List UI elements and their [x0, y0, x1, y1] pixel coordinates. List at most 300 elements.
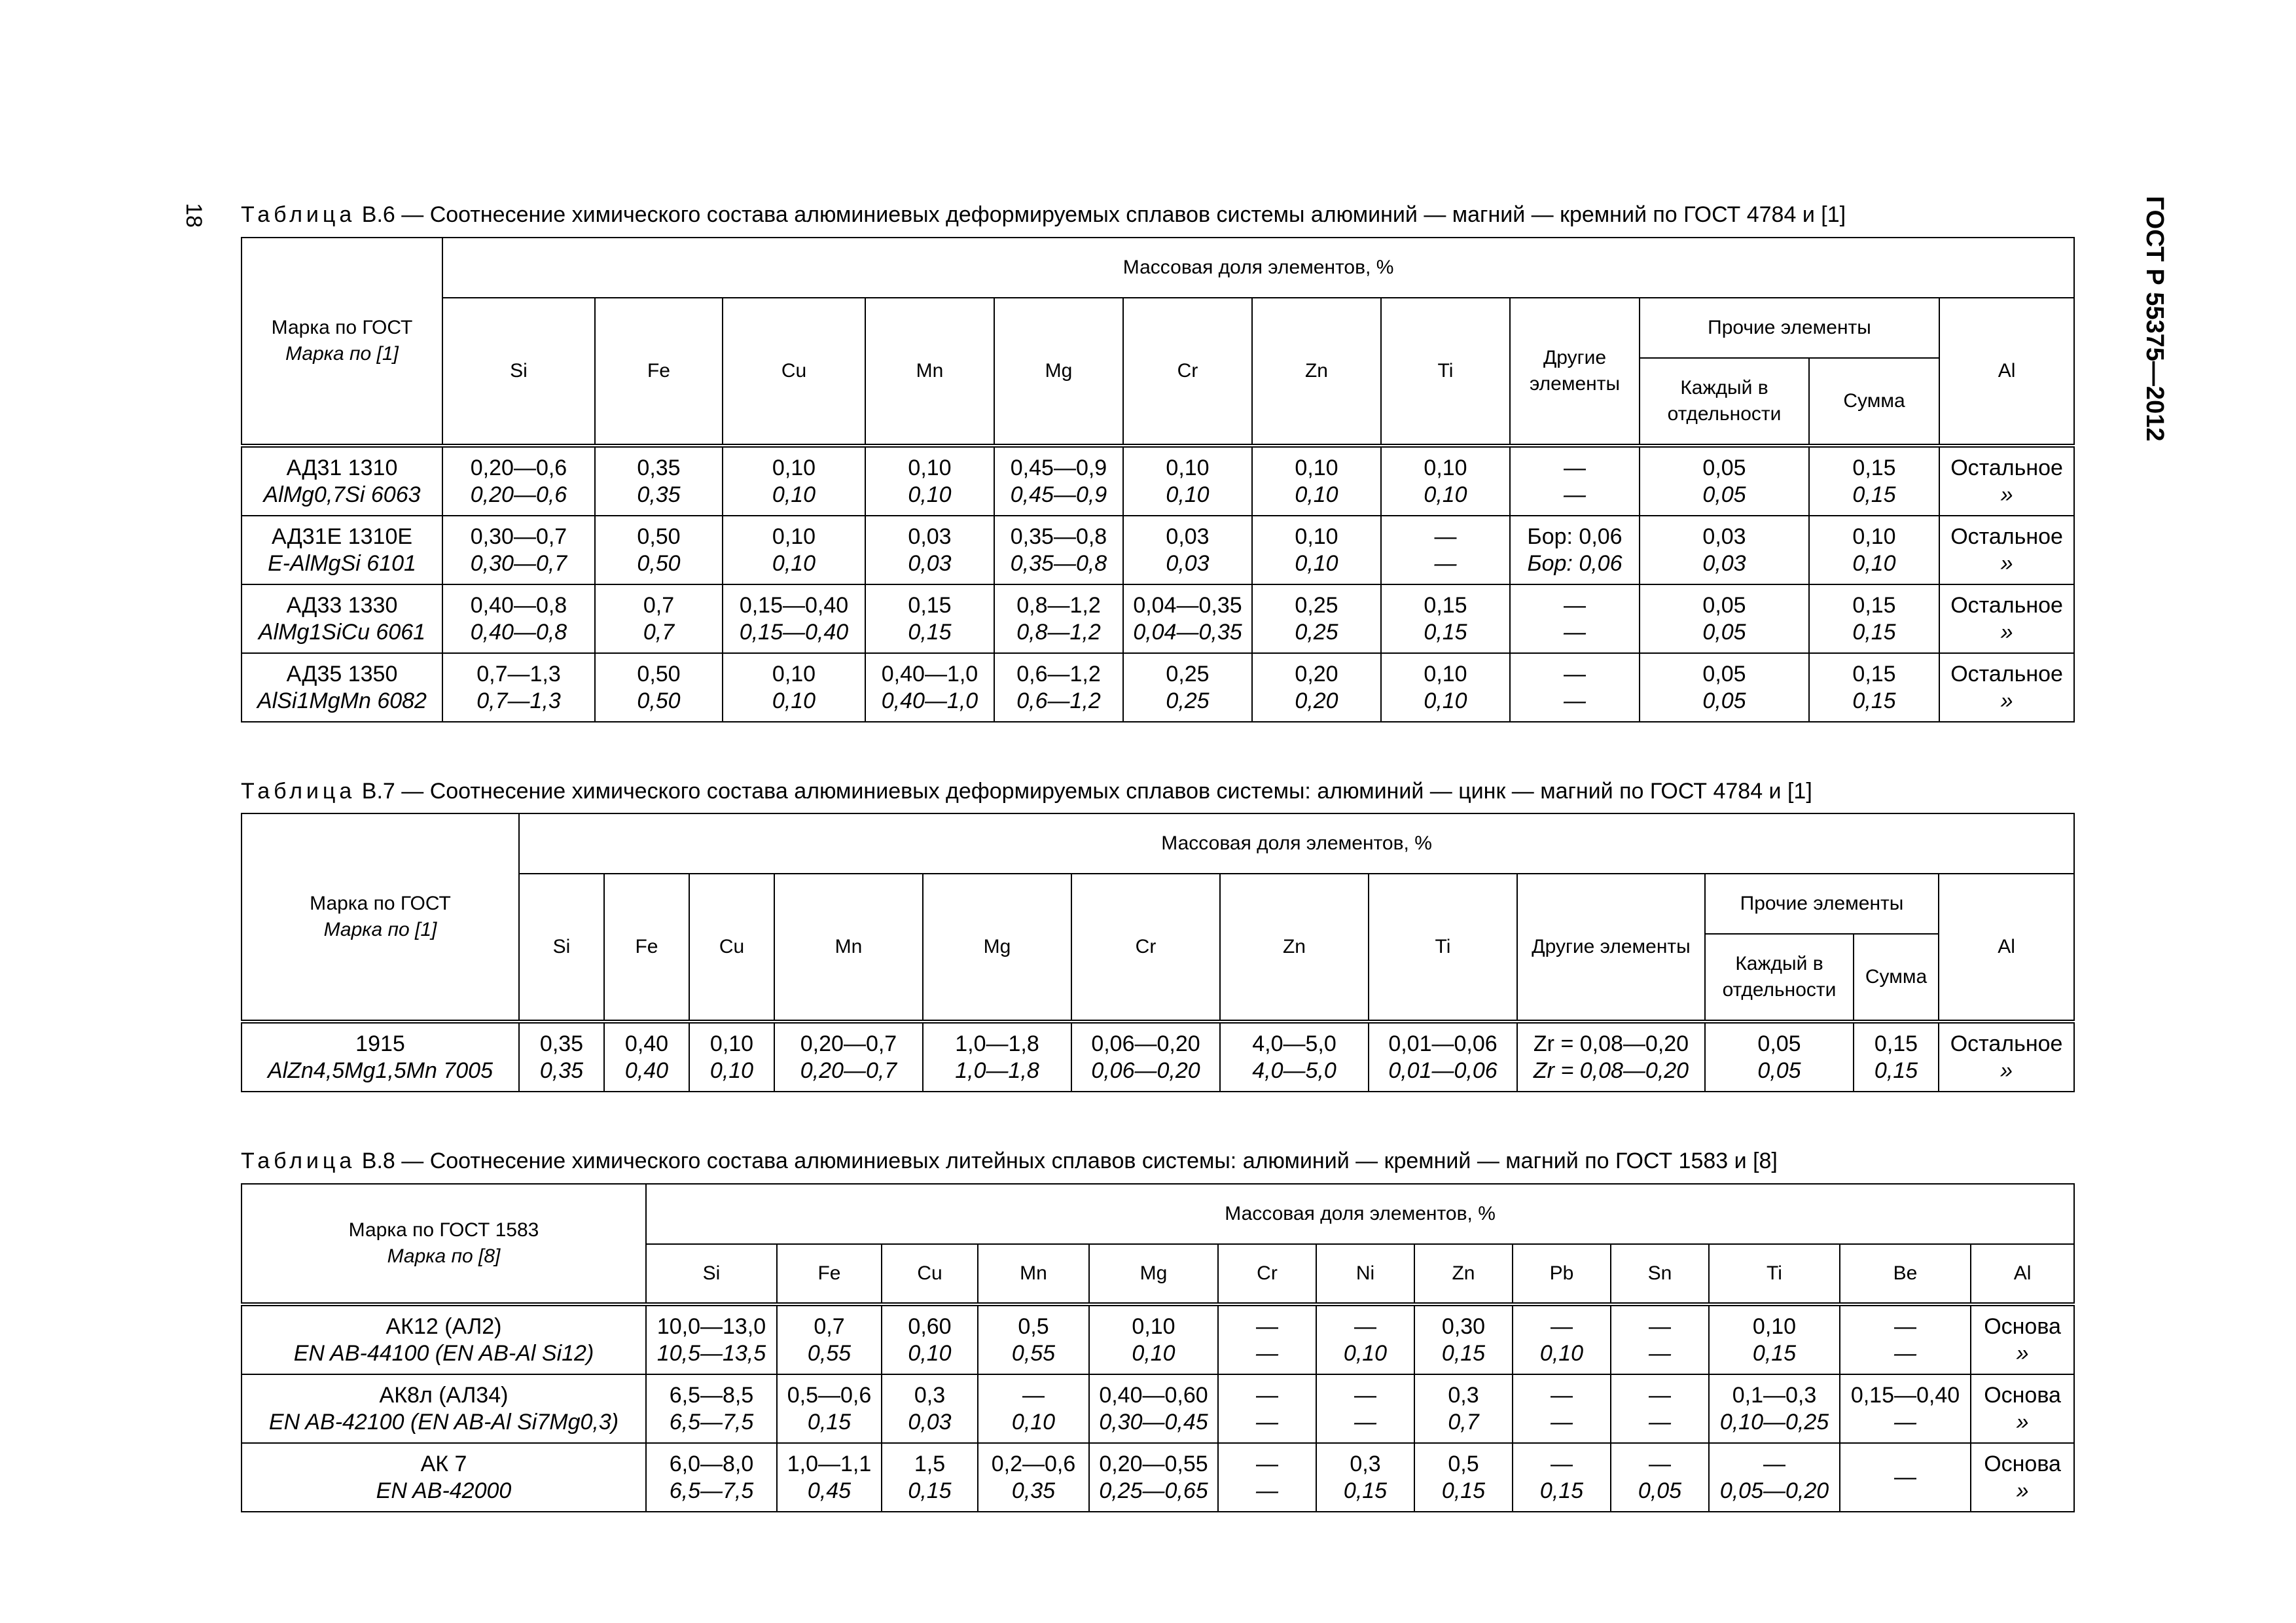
value-ref: —: [1649, 1340, 1671, 1366]
cell-mg: [994, 446, 1123, 516]
cell-grade: [242, 1022, 519, 1092]
value-gost: 0,5: [1448, 1451, 1479, 1476]
value-gost: 0,15: [908, 592, 952, 618]
header-zn: Zn: [1220, 874, 1369, 1022]
header-grade-gost: Марка по ГОСТ 1583: [348, 1219, 539, 1241]
cell-mg: [1089, 1374, 1218, 1443]
cell-al: [1939, 584, 2074, 653]
value-gost: 0,60: [908, 1313, 952, 1339]
header-misc-elements: Прочие элементы: [1640, 298, 1939, 358]
value-ref: —: [1649, 1409, 1671, 1435]
header-mn: Mn: [774, 874, 923, 1022]
value-gost: 0,06—0,20: [1091, 1031, 1200, 1056]
value-gost: 0,10: [772, 455, 816, 480]
value-gost: 0,05: [1757, 1031, 1801, 1056]
value-ref: 0,10—0,25: [1719, 1409, 1829, 1435]
header-grade: [242, 813, 519, 1022]
cell-other: [1510, 516, 1640, 584]
value-gost: 0,40—0,60: [1099, 1382, 1208, 1408]
header-each-text: Каждый в отдельности: [1722, 953, 1837, 1001]
cell-each: [1640, 584, 1809, 653]
value-ref: 0,10: [772, 688, 816, 713]
value-ref: 0,15: [1539, 1478, 1584, 1503]
header-pb: Pb: [1513, 1244, 1611, 1304]
cell-grade: [242, 1443, 646, 1512]
value-gost: —: [1564, 592, 1586, 618]
cell-each: [1640, 446, 1809, 516]
value-gost: 0,10: [1852, 524, 1896, 549]
cell-mg: [994, 516, 1123, 584]
value-ref: »: [2000, 1058, 2013, 1083]
cell-grade-gost: 1915: [355, 1031, 405, 1056]
cell-sum: [1809, 446, 1939, 516]
cell-grade-ref: AlSi1MgMn 6082: [257, 688, 427, 713]
value-ref: 0,06—0,20: [1091, 1058, 1200, 1083]
value-ref: 0,15: [1441, 1340, 1486, 1366]
value-gost: 0,40—0,8: [470, 592, 567, 618]
table-row: [242, 584, 2074, 653]
cell-grade-ref: AlZn4,5Mg1,5Mn 7005: [268, 1058, 493, 1083]
cell-cr: [1123, 446, 1252, 516]
table-title: В.8 — Соотнесение химического состава алюминиевых литейных сплавов системы: алюминий — кремний — магний по ГОСТ 1583 и [8]: [361, 1149, 1778, 1173]
table-label: Таблица: [241, 1149, 356, 1173]
value-ref: —: [1256, 1478, 1278, 1503]
value-gost: —: [1022, 1382, 1045, 1408]
cell-ti: [1381, 584, 1510, 653]
header-mg: Mg: [1089, 1244, 1218, 1304]
cell-ti: [1381, 516, 1510, 584]
value-gost: 0,10: [1295, 524, 1338, 549]
value-gost: —: [1649, 1382, 1671, 1408]
table-b8: [241, 1183, 2075, 1512]
value-ref: »: [2000, 619, 2013, 645]
value-ref: 0,10: [1011, 1409, 1056, 1435]
value-gost: 0,8—1,2: [1016, 592, 1101, 618]
cell-mg: [1089, 1304, 1218, 1374]
value-gost: 0,15: [1874, 1031, 1918, 1056]
header-mass-fraction: Массовая доля элементов, %: [442, 238, 2074, 298]
cell-mn: [978, 1443, 1089, 1512]
value-ref: »: [2016, 1409, 2029, 1435]
table-b6: [241, 237, 2075, 722]
cell-cr: [1218, 1374, 1316, 1443]
value-ref: 0,50: [637, 550, 681, 576]
value-gost: 0,20—0,6: [470, 455, 567, 480]
value-gost: 1,0—1,8: [955, 1031, 1039, 1056]
table-b6-caption: [241, 200, 1846, 229]
value-gost: 0,6—1,2: [1016, 661, 1101, 687]
value-gost: 0,15: [1424, 592, 1467, 618]
cell-grade-gost: АД31 1310: [286, 455, 398, 480]
header-al: Al: [1971, 1244, 2074, 1304]
value-ref: 0,10: [1424, 482, 1467, 507]
header-sn: Sn: [1611, 1244, 1709, 1304]
value-gost: 0,03: [1166, 524, 1210, 549]
cell-each: [1640, 653, 1809, 722]
value-gost: 0,50: [637, 524, 681, 549]
cell-si: [646, 1374, 777, 1443]
cell-cr: [1218, 1443, 1316, 1512]
cell-grade-gost: АД35 1350: [286, 661, 398, 687]
cell-pb: [1513, 1443, 1611, 1512]
value-ref: —: [1564, 482, 1586, 507]
cell-fe: [595, 446, 723, 516]
header-grade: [242, 238, 442, 446]
value-ref: 0,15: [908, 1478, 952, 1503]
value-ref: Zr = 0,08—0,20: [1533, 1058, 1689, 1083]
value-ref: 0,03: [1166, 550, 1210, 576]
value-gost: 0,35—0,8: [1010, 524, 1107, 549]
value-ref: 0,05: [1757, 1058, 1801, 1083]
cell-grade-ref: E-AlMgSi 6101: [268, 550, 416, 576]
header-zn: Zn: [1252, 298, 1381, 446]
cell-grade: [242, 584, 442, 653]
header-ni: Ni: [1316, 1244, 1414, 1304]
cell-grade: [242, 1304, 646, 1374]
value-gost: 0,10: [908, 455, 952, 480]
value-ref: 0,25: [1166, 688, 1210, 713]
cell-cr: [1218, 1304, 1316, 1374]
header-ti: Ti: [1709, 1244, 1840, 1304]
table-row: [242, 1304, 2074, 1374]
cell-cu: [723, 446, 865, 516]
value-gost: 0,3: [1448, 1382, 1479, 1408]
cell-be: [1840, 1374, 1971, 1443]
cell-zn: [1414, 1374, 1513, 1443]
cell-si: [442, 446, 595, 516]
header-other-elements: [1510, 298, 1640, 446]
header-each: [1705, 934, 1854, 1022]
cell-grade-gost: АК12 (АЛ2): [386, 1313, 502, 1339]
value-ref: 0,6—1,2: [1016, 688, 1101, 713]
header-grade-ref: Марка по [1]: [285, 343, 399, 365]
value-gost: 0,7: [814, 1313, 845, 1339]
cell-al: [1939, 516, 2074, 584]
cell-mn: [978, 1304, 1089, 1374]
value-gost: 0,30—0,7: [470, 524, 567, 549]
cell-mn: [774, 1022, 923, 1092]
cell-be: [1840, 1443, 1971, 1512]
value-gost: —: [1649, 1313, 1671, 1339]
header-other-elements-text: Другие элементы: [1529, 347, 1621, 395]
cell-pb: [1513, 1374, 1611, 1443]
value-gost: 0,01—0,06: [1388, 1031, 1498, 1056]
value-gost: 0,25: [1295, 592, 1338, 618]
value-gost: 0,3: [1350, 1451, 1381, 1476]
value-ref: 0,03: [908, 1409, 952, 1435]
value-gost: 0,35: [539, 1031, 584, 1056]
value-gost: 6,5—8,5: [669, 1382, 754, 1408]
header-be: Be: [1840, 1244, 1971, 1304]
value-gost: 0,20—0,55: [1099, 1451, 1208, 1476]
value-ref: 0,10: [772, 550, 816, 576]
header-mass-fraction: Массовая доля элементов, %: [519, 813, 2074, 874]
value-ref: 0,7: [643, 619, 675, 645]
cell-grade-ref: AlMg1SiCu 6061: [258, 619, 426, 645]
header-grade: [242, 1184, 646, 1304]
value-ref: 0,15: [1852, 688, 1896, 713]
cell-zn: [1414, 1304, 1513, 1374]
cell-fe: [777, 1443, 882, 1512]
cell-grade: [242, 516, 442, 584]
cell-mn: [865, 516, 994, 584]
value-gost: Остальное: [1950, 661, 2063, 687]
cell-other: [1510, 653, 1640, 722]
value-gost: —: [1551, 1382, 1573, 1408]
header-cr: Cr: [1071, 874, 1220, 1022]
value-ref: 0,15: [1441, 1478, 1486, 1503]
value-ref: 0,05: [1702, 619, 1746, 645]
cell-ti: [1709, 1374, 1840, 1443]
value-ref: 0,30—0,7: [470, 550, 567, 576]
cell-grade-ref: EN AB-44100 (EN AB-Al Si12): [293, 1340, 594, 1366]
value-gost: —: [1894, 1313, 1916, 1339]
value-gost: 0,10: [772, 661, 816, 687]
value-ref: 0,10: [1539, 1340, 1584, 1366]
value-gost: —: [1354, 1382, 1376, 1408]
value-gost: 0,10: [1295, 455, 1338, 480]
value-ref: 0,50: [637, 688, 681, 713]
cell-ni: [1316, 1304, 1414, 1374]
cell-mg: [1089, 1443, 1218, 1512]
value-gost: Основа: [1984, 1382, 2061, 1408]
value-ref: 0,40: [624, 1058, 669, 1083]
value-ref: 0,35: [1011, 1478, 1056, 1503]
value-ref: 0,10: [908, 1340, 952, 1366]
value-gost: 0,50: [637, 661, 681, 687]
value-ref: 0,40—1,0: [881, 688, 978, 713]
cell-al: [1971, 1374, 2074, 1443]
value-gost: 0,15—0,40: [739, 592, 849, 618]
cell-al: [1971, 1304, 2074, 1374]
cell-each: [1640, 516, 1809, 584]
value-ref: 0,45: [807, 1478, 852, 1503]
value-ref: 0,45—0,9: [1010, 482, 1107, 507]
value-ref: 0,20—0,7: [800, 1058, 897, 1083]
table-row: [242, 1374, 2074, 1443]
cell-other: [1517, 1022, 1705, 1092]
document-code: ГОСТ Р 55375—2012: [2141, 196, 2168, 442]
value-gost: 0,40: [624, 1031, 669, 1056]
cell-cu: [882, 1304, 978, 1374]
value-ref: 6,5—7,5: [669, 1409, 754, 1435]
cell-grade: [242, 653, 442, 722]
header-al: Al: [1939, 874, 2074, 1022]
value-ref: 0,15: [1874, 1058, 1918, 1083]
value-gost: 0,04—0,35: [1133, 592, 1242, 618]
value-gost: 0,10: [1424, 455, 1467, 480]
value-gost: 0,35: [637, 455, 681, 480]
value-gost: Основа: [1984, 1313, 2061, 1339]
cell-mg: [994, 653, 1123, 722]
value-ref: 0,05—0,20: [1719, 1478, 1829, 1503]
header-sum: Сумма: [1854, 934, 1939, 1022]
table-label: Таблица: [241, 202, 356, 227]
cell-grade-ref: EN AB-42100 (EN AB-Al Si7Mg0,3): [268, 1409, 619, 1435]
cell-cu: [723, 653, 865, 722]
value-ref: »: [2016, 1340, 2029, 1366]
value-ref: »: [2016, 1478, 2029, 1503]
cell-mg: [923, 1022, 1071, 1092]
value-gost: —: [1763, 1451, 1785, 1476]
header-mn: Mn: [865, 298, 994, 446]
cell-si: [646, 1304, 777, 1374]
value-gost: 0,05: [1702, 661, 1746, 687]
value-ref: 0,15: [807, 1409, 852, 1435]
cell-mn: [865, 446, 994, 516]
value-gost: —: [1434, 524, 1457, 549]
cell-cu: [689, 1022, 774, 1092]
table-label: Таблица: [241, 779, 356, 804]
cell-mg: [994, 584, 1123, 653]
cell-cu: [723, 584, 865, 653]
value-ref: 0,15: [1424, 619, 1467, 645]
value-gost: 0,10: [709, 1031, 754, 1056]
cell-mn: [978, 1374, 1089, 1443]
cell-sum: [1809, 653, 1939, 722]
cell-fe: [777, 1304, 882, 1374]
header-mn: Mn: [978, 1244, 1089, 1304]
value-ref: 0,03: [908, 550, 952, 576]
header-cr: Cr: [1218, 1244, 1316, 1304]
value-gost: —: [1256, 1382, 1278, 1408]
table-row: [242, 1022, 2074, 1092]
header-mass-fraction: Массовая доля элементов, %: [646, 1184, 2074, 1244]
cell-be: [1840, 1304, 1971, 1374]
cell-cu: [723, 516, 865, 584]
value-gost: 4,0—5,0: [1252, 1031, 1336, 1056]
cell-zn: [1252, 516, 1381, 584]
value-ref: 10,5—13,5: [656, 1340, 766, 1366]
value-gost: 0,10: [1132, 1313, 1175, 1339]
value-gost: —: [1256, 1451, 1278, 1476]
value-ref: —: [1551, 1409, 1573, 1435]
value-ref: 4,0—5,0: [1252, 1058, 1336, 1083]
value-gost: 0,03: [1702, 524, 1746, 549]
value-gost: 0,20: [1295, 661, 1338, 687]
value-gost: 0,10: [1166, 455, 1210, 480]
value-gost: —: [1564, 455, 1586, 480]
value-gost: Основа: [1984, 1451, 2061, 1476]
value-gost: 1,0—1,1: [787, 1451, 872, 1476]
cell-each: [1705, 1022, 1854, 1092]
header-each-text: Каждый в отдельности: [1667, 377, 1782, 425]
cell-sum: [1809, 516, 1939, 584]
cell-fe: [604, 1022, 689, 1092]
cell-fe: [595, 584, 723, 653]
value-gost: 0,5—0,6: [787, 1382, 872, 1408]
table-b7-caption: [241, 777, 1812, 806]
value-gost: 0,45—0,9: [1010, 455, 1107, 480]
value-ref: »: [2000, 550, 2013, 576]
cell-zn: [1252, 446, 1381, 516]
value-gost: —: [1354, 1313, 1376, 1339]
value-ref: 0,15: [1343, 1478, 1388, 1503]
cell-si: [646, 1443, 777, 1512]
value-ref: 0,10: [1166, 482, 1210, 507]
value-gost: 0,25: [1166, 661, 1210, 687]
cell-si: [442, 653, 595, 722]
header-si: Si: [646, 1244, 777, 1304]
value-ref: 0,04—0,35: [1133, 619, 1242, 645]
value-ref: 0,03: [1702, 550, 1746, 576]
value-ref: 0,10: [1852, 550, 1896, 576]
value-ref: —: [1564, 619, 1586, 645]
page-number: 18: [181, 203, 206, 228]
header-mg: Mg: [923, 874, 1071, 1022]
value-gost: —: [1256, 1313, 1278, 1339]
value-ref: 0,10: [772, 482, 816, 507]
header-cu: Cu: [882, 1244, 978, 1304]
cell-pb: [1513, 1304, 1611, 1374]
cell-mn: [865, 653, 994, 722]
header-misc-elements: Прочие элементы: [1705, 874, 1939, 934]
value-ref: —: [1256, 1409, 1278, 1435]
value-gost: —: [1564, 661, 1586, 687]
value-gost: —: [1649, 1451, 1671, 1476]
table-b7: [241, 813, 2075, 1092]
value-gost: 0,7—1,3: [476, 661, 561, 687]
value-ref: 0,35—0,8: [1010, 550, 1107, 576]
cell-fe: [595, 653, 723, 722]
value-ref: 0,10: [1424, 688, 1467, 713]
value-gost: 0,15: [1852, 592, 1896, 618]
value-gost: —: [1551, 1451, 1573, 1476]
header-fe: Fe: [604, 874, 689, 1022]
value-ref: 0,10: [709, 1058, 754, 1083]
cell-sum: [1809, 584, 1939, 653]
header-mg: Mg: [994, 298, 1123, 446]
header-cr: Cr: [1123, 298, 1252, 446]
cell-si: [442, 516, 595, 584]
cell-grade-gost: АД31Е 1310Е: [271, 524, 413, 549]
header-ti: Ti: [1369, 874, 1517, 1022]
value-ref: Бор: 0,06: [1527, 550, 1623, 576]
header-each: [1640, 358, 1809, 446]
cell-grade-ref: EN AB-42000: [376, 1478, 512, 1503]
cell-grade: [242, 1374, 646, 1443]
value-gost: 0,10: [1752, 1313, 1797, 1339]
cell-grade: [242, 446, 442, 516]
cell-ni: [1316, 1374, 1414, 1443]
value-gost: 0,40—1,0: [881, 661, 978, 687]
cell-ti: [1381, 446, 1510, 516]
value-ref: 0,15: [1852, 619, 1896, 645]
value-ref: —: [1894, 1340, 1916, 1366]
cell-cr: [1123, 653, 1252, 722]
cell-fe: [595, 516, 723, 584]
header-cu: Cu: [723, 298, 865, 446]
cell-grade-gost: АД33 1330: [286, 592, 398, 618]
value-gost: 0,1—0,3: [1732, 1382, 1817, 1408]
header-ti: Ti: [1381, 298, 1510, 446]
value-gost: —: [1894, 1465, 1916, 1489]
cell-al: [1939, 1022, 2074, 1092]
cell-sn: [1611, 1443, 1709, 1512]
header-grade-gost: Марка по ГОСТ: [310, 893, 451, 914]
value-ref: 0,25—0,65: [1099, 1478, 1208, 1503]
value-ref: 0,01—0,06: [1388, 1058, 1498, 1083]
header-fe: Fe: [595, 298, 723, 446]
value-gost: 0,7: [643, 592, 675, 618]
header-grade-ref: Марка по [8]: [387, 1245, 501, 1267]
value-ref: 0,40—0,8: [470, 619, 567, 645]
table-title: В.6 — Соотнесение химического состава алюминиевых деформируемых сплавов системы алюминий — магний — кремний по ГОСТ 4784 и [1]: [361, 202, 1846, 227]
cell-zn: [1252, 584, 1381, 653]
header-si: Si: [519, 874, 604, 1022]
cell-sn: [1611, 1304, 1709, 1374]
cell-ti: [1369, 1022, 1517, 1092]
